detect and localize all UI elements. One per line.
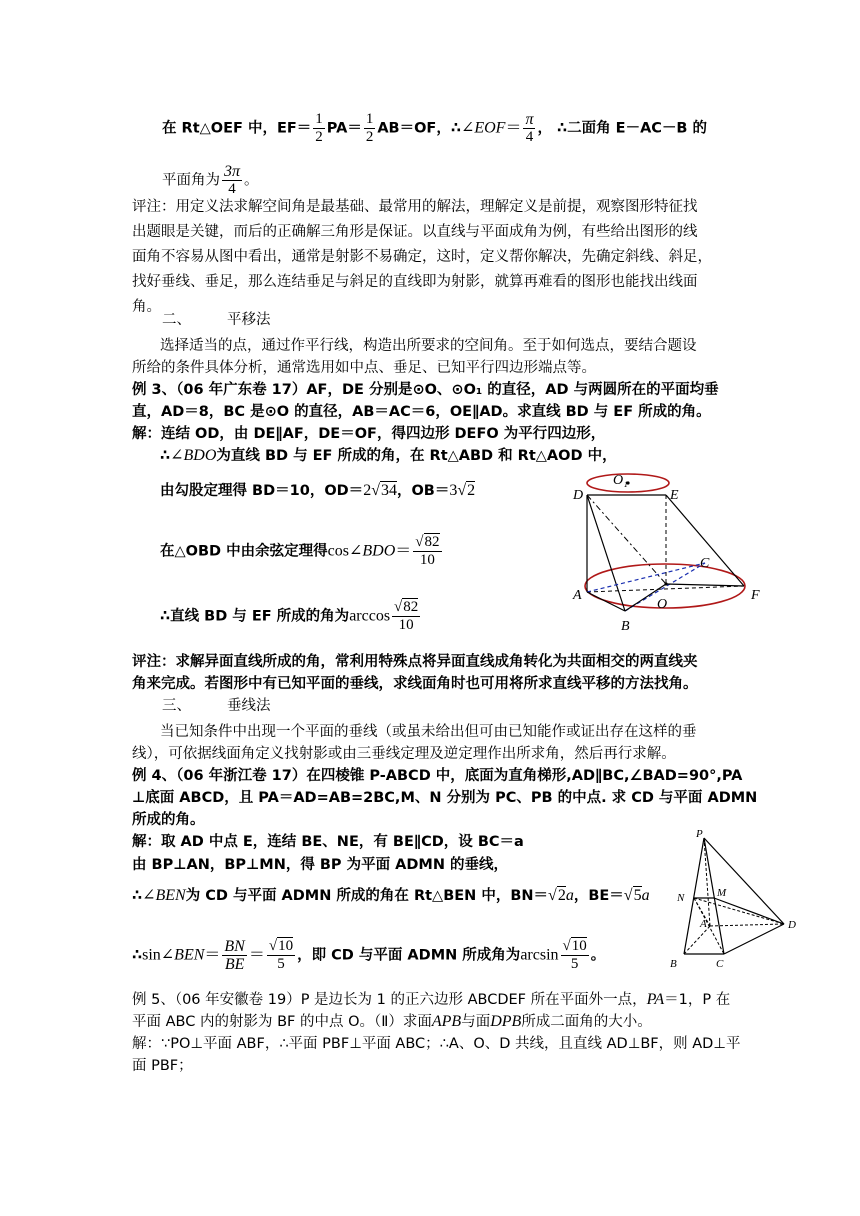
solution-line: 解：连结 OD，由 DE∥AF，DE＝OF，得四边形 DEFO 为平行四边形，	[132, 426, 606, 442]
point-label: C	[716, 958, 724, 970]
example-line: 平面 ABC 内的射影为 BF 的中点 O。（Ⅱ）求面APB与面DPB所成二面角的大小。	[132, 1013, 652, 1030]
comment-line: 角来完成。若图形中有已知平面的垂线，求线面角时也可用将所求直线平移的方法找角。	[132, 676, 698, 692]
comment-line: 评注：用定义法求解空间角是最基础、最常用的解法，理解定义是前提，观察图形特征找	[132, 199, 698, 215]
comment-line: 出题眼是关键，而后的正确解三角形是保证。以直线与平面成角为例，有些给出图形的线	[132, 224, 698, 240]
sqrt-radicand: 34	[380, 482, 397, 499]
example-line: 例 3、（06 年广东卷 17）AF，DE 分别是⊙O、⊙O₁ 的直径，AD 与两圆所在的平面均垂	[132, 382, 719, 398]
point-label: C	[700, 556, 710, 571]
fraction: $\frac{√82}{10}$	[394, 599, 419, 633]
point-label: N	[677, 892, 685, 904]
solution-line-1	[162, 111, 707, 146]
sqrt-radicand: 2	[467, 482, 476, 499]
math-eq: ＝	[505, 119, 522, 137]
example-line: ⊥底面 ABCD，且 PA＝AD=AB=2BC,M、N 分别为 PC、PB 的中点. 求 CD 与平面 ADMN	[132, 790, 758, 806]
text-segment: AB＝OF，∴	[377, 120, 461, 137]
example-line: 直，AD＝8，BC 是⊙O 的直径，AB＝AC＝6，OE∥AD。求直线 BD 与 EF 所成的角。	[132, 404, 711, 420]
point-label: B	[621, 619, 630, 634]
section-heading	[162, 310, 271, 330]
section-title: 垂线法	[227, 698, 271, 714]
solution-line: 解：∵PO⊥平面 ABF，∴平面 PBF⊥平面 ABC；∴A、O、D 共线，且直线 AD⊥BF，则 AD⊥平	[132, 1036, 741, 1052]
fraction: $\frac{BN}{BE}$	[224, 938, 245, 973]
math-var: PA	[646, 991, 665, 1008]
point-label: O₁	[613, 473, 628, 488]
point-label: D	[573, 488, 584, 503]
point-label: O	[657, 597, 668, 612]
solution-line: ∴∠BDO为直线 BD 与 EF 所成的角，在 Rt△ABD 和 Rt△AOD 中，	[160, 447, 617, 464]
paragraph-line: 选择适当的点，通过作平行线，构造出所要求的空间角。至于如何选点，要结合题设	[160, 338, 697, 354]
math-var: DPB	[490, 1013, 522, 1030]
math-angle: ∠BDO	[348, 542, 396, 560]
fraction: $\frac{√10}{5}$	[562, 938, 587, 972]
fraction: $\frac{\pi}{4}$	[525, 111, 534, 145]
paragraph-line: 线），可依据线面角定义找射影或由三垂线定理及逆定理作出所求角，然后再行求解。	[132, 746, 676, 762]
math-angle: ∠BDO	[170, 447, 217, 464]
fraction: $\frac{1}{2}$	[315, 111, 323, 145]
point-label: M	[717, 887, 727, 899]
paragraph-line: 所给的条件具体分析，通常选用如中点、垂足、已知平行四边形端点等。	[132, 360, 596, 376]
point-label: E	[670, 488, 679, 503]
text-segment: 在 Rt△OEF 中，EF＝	[162, 120, 312, 137]
section-heading	[162, 696, 271, 716]
cylinder-figure	[565, 468, 765, 638]
fraction: $\frac{√82}{10}$	[415, 534, 440, 568]
comment-line: 面角不容易从图中看出，通常是射影不易确定，这时，定义帮你解决，先确定斜线、斜足，	[132, 249, 712, 265]
text-segment: 平面角为	[162, 172, 220, 189]
point-label: B	[670, 958, 677, 970]
solution-line: 在△OBD 中由余弦定理得cos∠BDO＝ $\frac{√82}{10}$	[160, 534, 440, 568]
solution-line: ∴直线 BD 与 EF 所成的角为arccos $\frac{√82}{10}$	[160, 599, 419, 633]
solution-line-2	[162, 163, 259, 198]
point-label: A	[573, 588, 582, 603]
comment-line: 角。	[132, 299, 161, 315]
solution-line: 由勾股定理得 BD＝10，OD＝2√34，OB＝3√2	[160, 482, 476, 499]
point-label: F	[751, 588, 760, 603]
section-title: 平移法	[227, 312, 271, 328]
solution-line: 由 BP⊥AN，BP⊥MN，得 BP 为平面 ADMN 的垂线，	[132, 857, 509, 873]
comment-line: 找好垂线、垂足，那么连结垂足与斜足的直线即为射影，就算再难看的图形也能找出线面	[132, 274, 698, 290]
comment-line: 评注：求解异面直线所成的角，常利用特殊点将异面直线成角转化为共面相交的两直线夹	[132, 654, 698, 670]
text-segment: 。	[244, 172, 259, 189]
text-segment: ， ∴二面角 E－AC－B 的	[537, 120, 708, 137]
solution-line: ∴sin∠BEN＝ $\frac{BN}{BE}$ ＝ $\frac{√10}{5}$ ，即 CD 与平面 ADMN 所成角为arcsin $\frac{√10}{5}$ 。	[132, 938, 606, 973]
solution-line: ∴∠BEN为 CD 与平面 ADMN 所成的角在 Rt△BEN 中，BN＝√2a，BE＝√5a	[132, 887, 650, 904]
fraction: $\frac{√10}{5}$	[268, 938, 294, 972]
point-label: P	[696, 828, 703, 840]
pyramid-figure	[664, 826, 804, 972]
math-angle: ∠EOF	[460, 119, 506, 137]
point-label: A	[700, 918, 707, 930]
math-angle: ∠BEN	[142, 887, 186, 904]
math-var: APB	[431, 1013, 462, 1030]
example-line: 例 5、（06 年安徽卷 19）P 是边长为 1 的正六边形 ABCDEF 所在平面外一点，PA＝1，P 在	[132, 991, 731, 1008]
math-angle: ∠BEN	[160, 946, 205, 964]
paragraph-line: 当已知条件中出现一个平面的垂线（或虽未给出但可由已知能作或证出存在这样的垂	[160, 724, 697, 740]
example-line: 所成的角。	[132, 812, 205, 828]
solution-line: 解：取 AD 中点 E，连结 BE、NE，有 BE∥CD，设 BC＝a	[132, 834, 524, 850]
section-number: 二、	[162, 312, 191, 328]
example-line: 例 4、（06 年浙江卷 17）在四棱锥 P-ABCD 中，底面为直角梯形,AD∥BC,∠BAD=90°,PA	[132, 768, 743, 784]
fraction: $\frac{3\pi}{4}$	[224, 163, 241, 197]
point-label: D	[788, 919, 796, 931]
fraction: $\frac{1}{2}$	[365, 111, 374, 145]
solution-line: 面 PBF；	[132, 1058, 193, 1074]
section-number: 三、	[162, 698, 191, 714]
text-segment: PA＝	[326, 120, 362, 137]
